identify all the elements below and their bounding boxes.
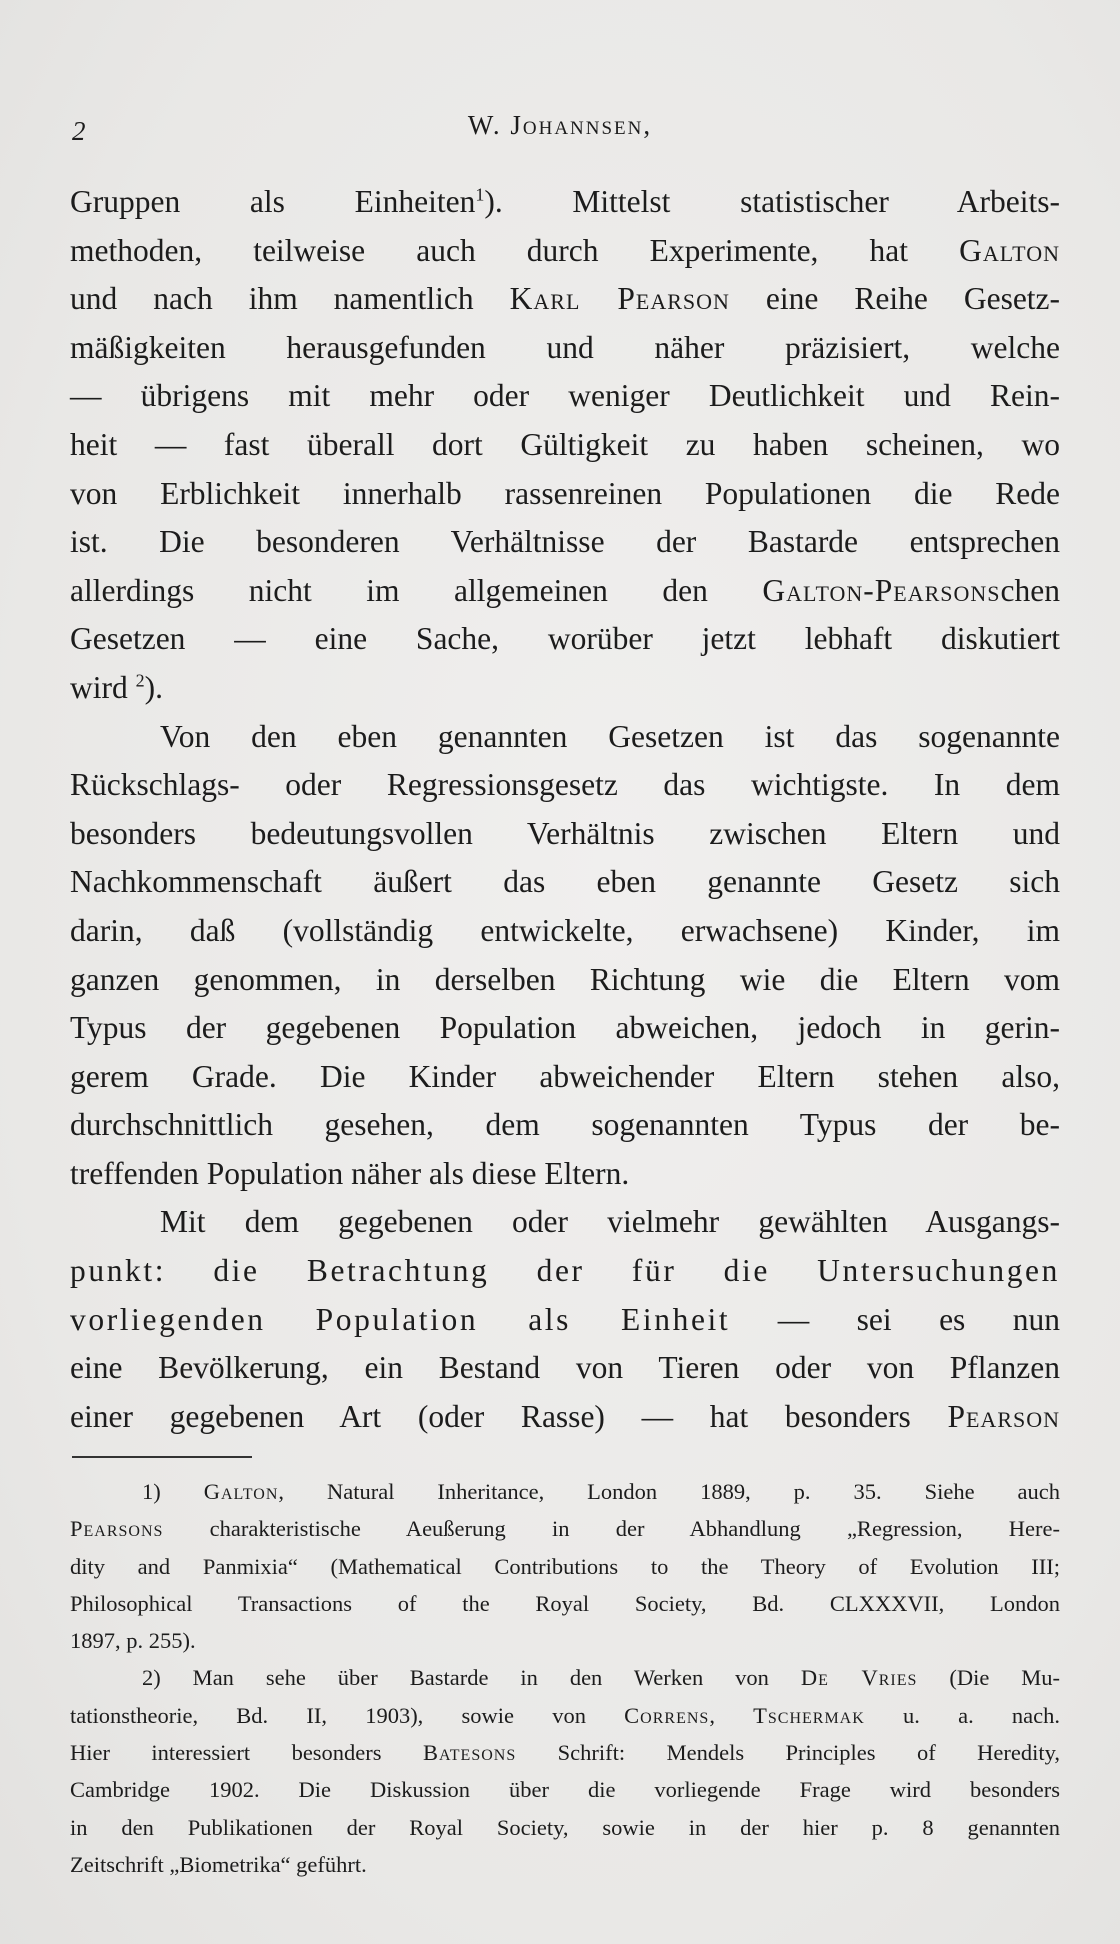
- fn1-line-2: Pearsons charakteristische Aeußerung in der Abhandlung „Regression, Here-: [70, 1516, 1060, 1542]
- author-name: Galton: [203, 1479, 279, 1504]
- p1-line-5: — übrigens mit mehr oder weniger Deutlichkeit und Rein-: [70, 378, 1060, 414]
- p2-line-7: Typus der gegebenen Population abweichen, jedoch in gerin-: [70, 1010, 1060, 1046]
- author-name: De Vries: [800, 1665, 918, 1691]
- fn1-line-3: dity and Panmixia“ (Mathematical Contributions to the Theory of Evolution III;: [70, 1553, 1060, 1579]
- p3-line-3: vorliegenden Population als Einheit — sei es nun: [70, 1301, 1061, 1337]
- p2-line-8: gerem Grade. Die Kinder abweichender Eltern stehen also,: [70, 1058, 1060, 1094]
- running-head: [0, 108, 1120, 148]
- p3-line-5: einer gegebenen Art (oder Rasse) — hat besonders Pearson: [70, 1398, 1060, 1434]
- fn2-line-6: Zeitschrift „Biometrika“ geführt.: [70, 1851, 367, 1877]
- footnote-ref-2: 2: [135, 670, 145, 691]
- p3-line-4: eine Bevölkerung, ein Bestand von Tieren oder von Pflanzen: [70, 1350, 1060, 1386]
- p2-line-5: darin, daß (vollständig entwickelte, erwachsene) Kinder, im: [70, 912, 1060, 948]
- fn2-line-3: Hier interessiert besonders Batesons Schrift: Mendels Principles of Heredity,: [70, 1740, 1061, 1766]
- p1-line-6: heit — fast überall dort Gültigkeit zu haben scheinen, wo: [70, 426, 1060, 462]
- author-name: Galton: [959, 232, 1060, 268]
- p1-line-2: methoden, teilweise auch durch Experimente, hat Galton: [70, 232, 1060, 268]
- p1-line-8: ist. Die besonderen Verhältnisse der Bastarde entsprechen: [70, 524, 1060, 560]
- fn1-line-1: 1) Galton, Natural Inheritance, London 1889, p. 35. Siehe auch: [142, 1479, 1060, 1504]
- running-title: W. Johannsen,: [467, 110, 653, 140]
- p1-line-10: Gesetzen — eine Sache, worüber jetzt lebhaft diskutiert: [70, 621, 1060, 657]
- p2-line-1: Von den eben genannten Gesetzen ist das sogenannte: [160, 718, 1060, 754]
- p2-line-9: durchschnittlich gesehen, dem sogenannten Typus der be-: [70, 1107, 1060, 1143]
- p2-line-3: besonders bedeutungsvollen Verhältnis zwischen Eltern und: [70, 815, 1060, 851]
- p2-line-2: Rückschlags- oder Regressionsgesetz das wichtigste. In dem: [70, 767, 1060, 803]
- author-name: Correns: [624, 1702, 710, 1728]
- body-text: [70, 178, 1060, 1441]
- author-name: Batesons: [422, 1740, 517, 1766]
- fn2-line-4: Cambridge 1902. Die Diskussion über die vorliegende Frage wird besonders: [70, 1777, 1060, 1803]
- p1-line-9: allerdings nicht im allgemeinen den Galton-Pearsonschen: [70, 572, 1061, 608]
- p1-line-3: und nach ihm namentlich Karl Pearson eine Reihe Gesetz-: [70, 281, 1061, 317]
- p3-line-1: Mit dem gegebenen oder vielmehr gewählten Ausgangs-: [160, 1204, 1060, 1240]
- fn1-line-5: 1897, p. 255).: [70, 1628, 196, 1654]
- p1-line-1: Gruppen als Einheiten$^1$). Mittelst statistischer Arbeits-: [70, 184, 1061, 219]
- p1-line-11: wird $^2$).: [70, 669, 163, 705]
- author-name: Pearsons: [70, 1516, 164, 1542]
- author-name: Pearson: [947, 1398, 1060, 1434]
- p2-line-10: treffenden Population näher als diese Eltern.: [70, 1155, 630, 1191]
- footnote-divider: [72, 1456, 252, 1458]
- fn2-line-1: 2) Man sehe über Bastarde in den Werken von De Vries (Die Mu-: [142, 1665, 1060, 1691]
- p1-line-7: von Erblichkeit innerhalb rassenreinen Populationen die Rede: [70, 475, 1060, 511]
- author-name: Galton-Pearsons: [762, 572, 1001, 608]
- fn2-line-5: in den Publikationen der Royal Society, sowie in der hier p. 8 genannten: [70, 1814, 1060, 1840]
- p3-line-2: punkt: die Betrachtung der für die Untersuchungen: [70, 1253, 1060, 1289]
- fn2-line-2: tationstheorie, Bd. II, 1903), sowie von Correns, Tschermak u. a. nach.: [70, 1702, 1060, 1728]
- page-number: 2: [72, 116, 86, 146]
- p1-line-4: mäßigkeiten herausgefunden und näher präzisiert, welche: [70, 329, 1060, 365]
- fn1-line-4: Philosophical Transactions of the Royal Society, Bd. CLXXXVII, London: [70, 1590, 1060, 1616]
- author-name: Tschermak: [753, 1702, 865, 1728]
- footnotes: [70, 1473, 1060, 1883]
- p2-line-4: Nachkommenschaft äußert das eben genannte Gesetz sich: [70, 864, 1060, 900]
- p2-line-6: ganzen genommen, in derselben Richtung wie die Eltern vom: [70, 961, 1060, 997]
- footnote-ref-1: 1: [475, 184, 485, 205]
- author-name: Karl Pearson: [509, 281, 730, 317]
